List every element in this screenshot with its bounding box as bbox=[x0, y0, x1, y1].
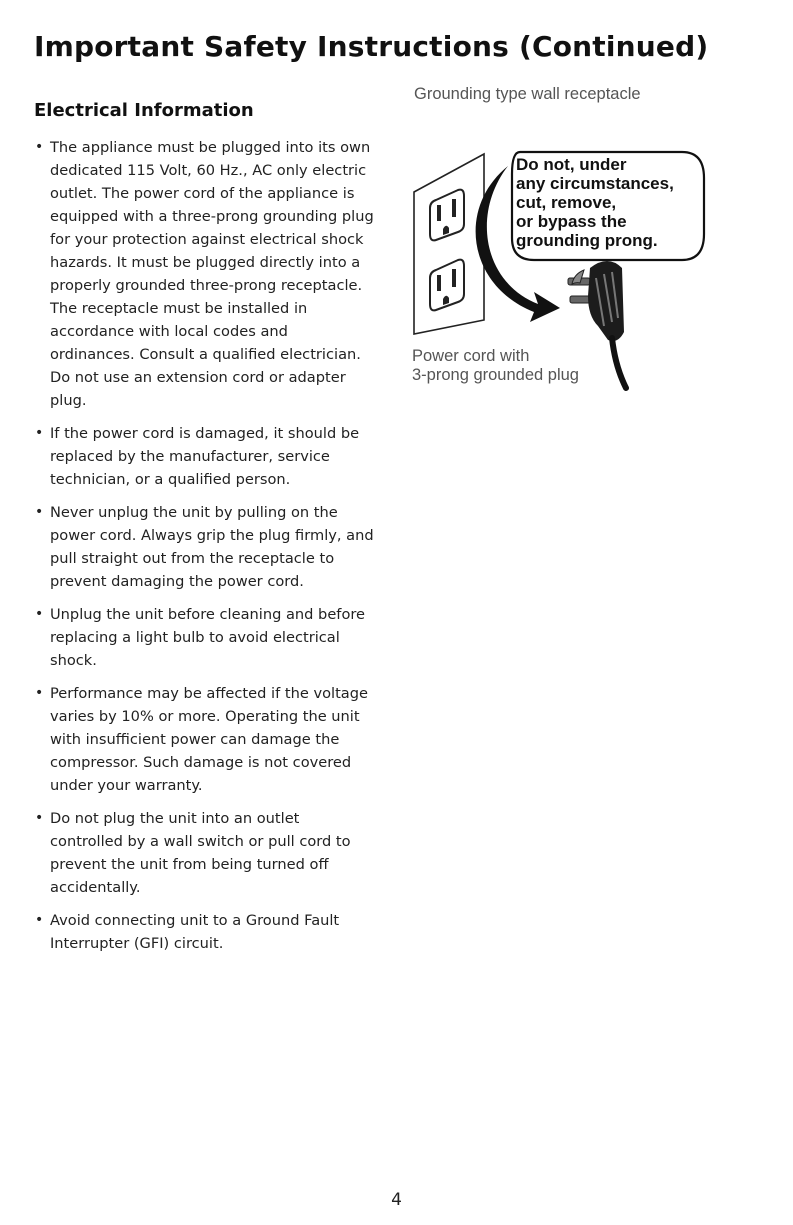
wall-receptacle-icon bbox=[414, 154, 484, 334]
bullet-list bbox=[34, 136, 374, 965]
list-item bbox=[34, 501, 374, 593]
bullet-icon: • bbox=[35, 685, 44, 701]
list-item bbox=[34, 909, 374, 955]
page-number: 4 bbox=[391, 1190, 402, 1210]
warning-text: Do not, under any circumstances, cut, remove, or bypass the grounding prong. bbox=[516, 155, 674, 250]
bullet-icon: • bbox=[35, 912, 44, 928]
list-item bbox=[34, 422, 374, 491]
plug-label-line: Power cord with bbox=[412, 347, 530, 365]
list-item-text: If the power cord is damaged, it should be replaced by the manufacturer, service technician, or a qualified person. bbox=[50, 425, 360, 488]
receptacle-label: Grounding type wall receptacle bbox=[414, 85, 641, 103]
list-item-text: Performance may be affected if the voltage varies by 10% or more. Operating the unit with insufficient power can damage the compressor. Such damage is not covered under your warranty. bbox=[50, 685, 368, 794]
bullet-icon: • bbox=[35, 504, 44, 520]
list-item-text: Avoid connecting unit to a Ground Fault Interrupter (GFI) circuit. bbox=[50, 912, 340, 952]
plug-label-line: 3-prong grounded plug bbox=[412, 366, 579, 384]
section-heading: Electrical Information bbox=[34, 100, 254, 121]
list-item-text: Do not plug the unit into an outlet controlled by a wall switch or pull cord to prevent the unit from being turned off accidentally. bbox=[50, 810, 351, 896]
bullet-icon: • bbox=[35, 810, 44, 826]
bullet-icon: • bbox=[35, 139, 44, 155]
list-item-text: Unplug the unit before cleaning and before replacing a light bulb to avoid electrical shock. bbox=[50, 606, 366, 669]
page-title: Important Safety Instructions (Continued) bbox=[34, 30, 709, 63]
list-item bbox=[34, 603, 374, 672]
bullet-icon: • bbox=[35, 425, 44, 441]
grounding-illustration bbox=[412, 82, 712, 402]
bullet-icon: • bbox=[35, 606, 44, 622]
plug-label bbox=[412, 347, 579, 385]
list-item-text: Never unplug the unit by pulling on the power cord. Always grip the plug firmly, and pull straight out from the receptacle to prevent damaging the power cord. bbox=[50, 504, 374, 590]
list-item bbox=[34, 136, 374, 412]
list-item-text: The appliance must be plugged into its own dedicated 115 Volt, 60 Hz., AC only electric outlet. The power cord of the appliance is equipped with a three-prong grounding plug for your protection against electrical shock hazards. It must be plugged directly into a properly grounded three-prong receptacle. The receptacle must be installed in accordance with local codes and ordinances. Consult a qualified electrician. Do not use an extension cord or adapter plug. bbox=[50, 139, 374, 409]
list-item bbox=[34, 682, 374, 797]
list-item bbox=[34, 807, 374, 899]
